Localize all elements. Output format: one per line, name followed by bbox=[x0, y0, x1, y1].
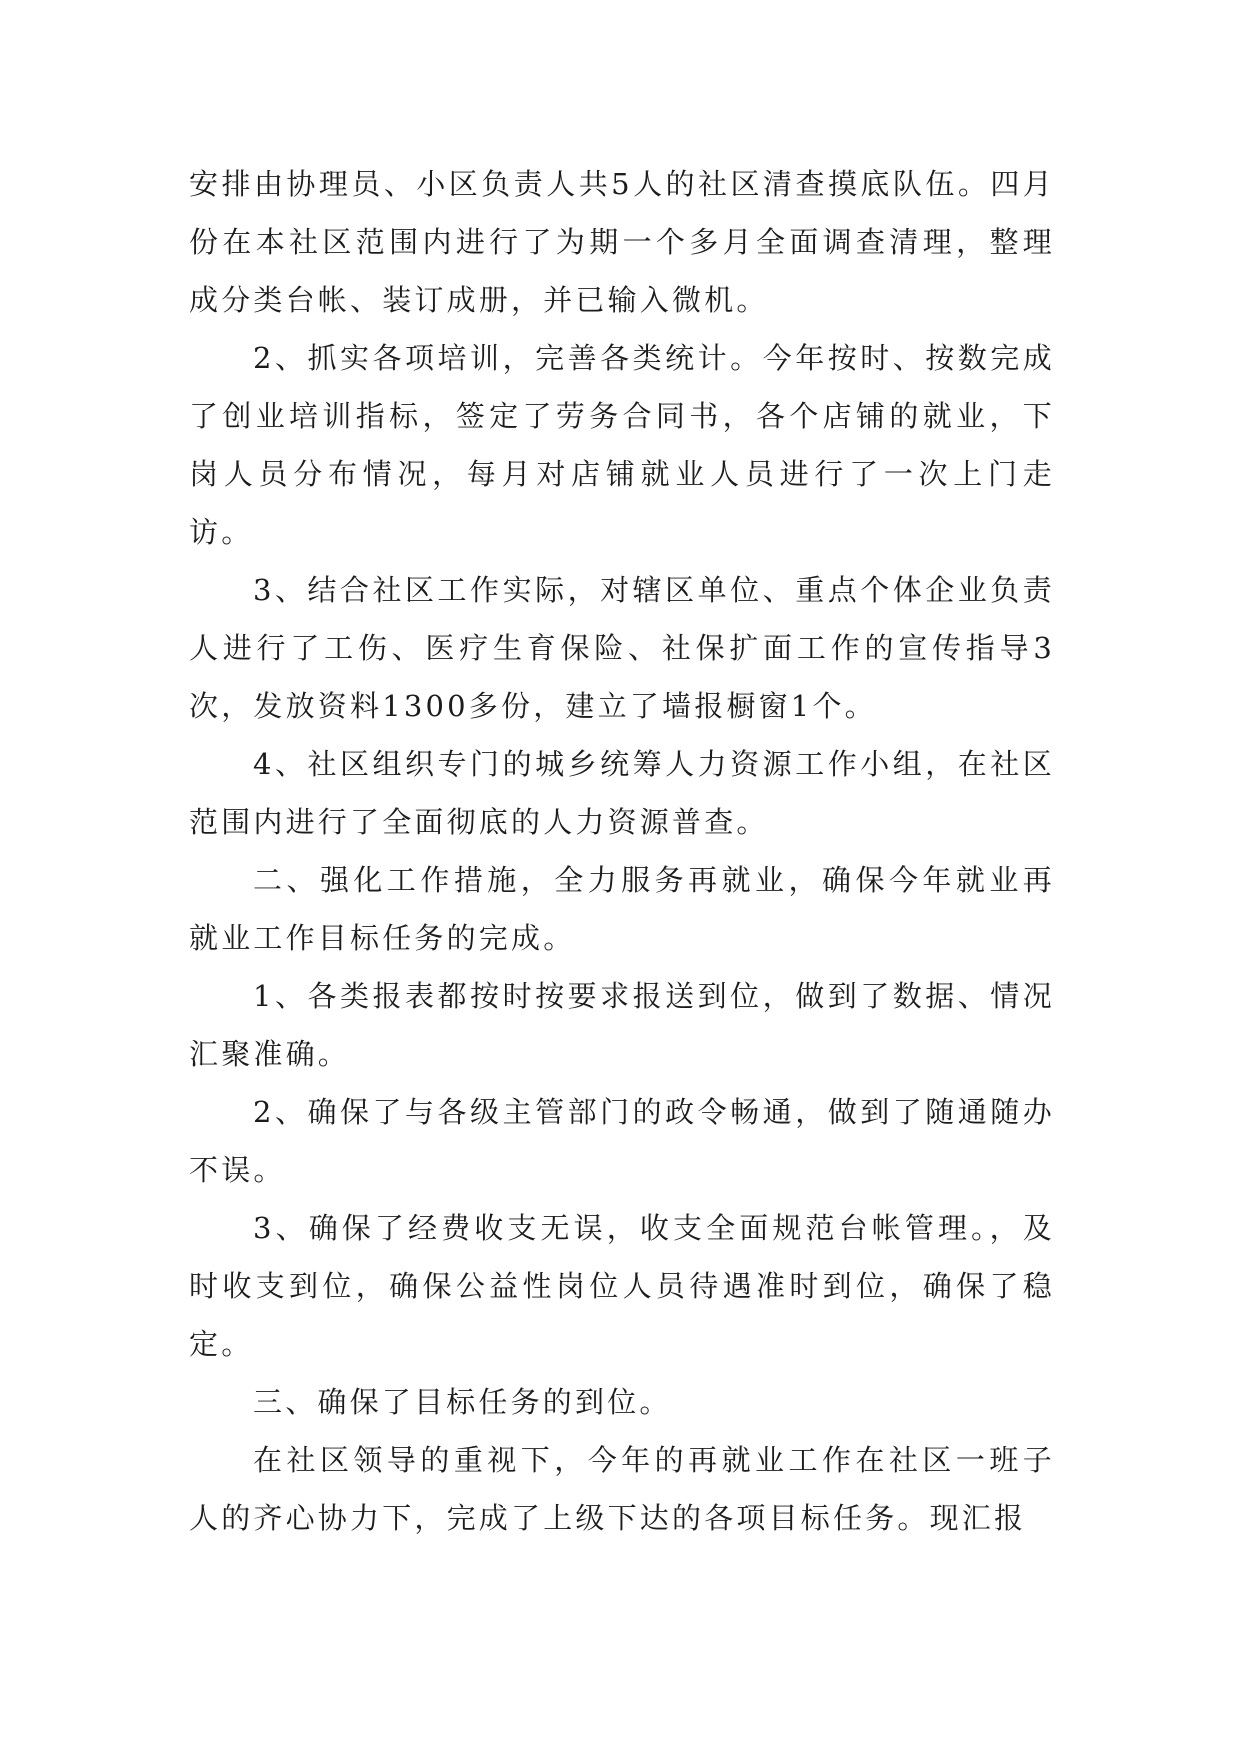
paragraph-2: 2、抓实各项培训，完善各类统计。今年按时、按数完成了创业培训指标，签定了劳务合同书，各个店铺的就业，下岗人员分布情况，每月对店铺就业人员进行了一次上门走访。 bbox=[189, 341, 1055, 549]
paragraph-1: 安排由协理员、小区负责人共5人的社区清查摸底队伍。四月份在本社区范围内进行了为期一个多月全面调查清理，整理成分类台帐、装订成册，并已输入微机。 bbox=[189, 167, 1055, 317]
paragraph-7: 2、确保了与各级主管部门的政令畅通，做到了随通随办不误。 bbox=[189, 1095, 1055, 1187]
section-heading-3: 三、确保了目标任务的到位。 bbox=[253, 1385, 672, 1419]
paragraph-3: 3、结合社区工作实际，对辖区单位、重点个体企业负责人进行了工伤、医疗生育保险、社保扩面工作的宣传指导3次，发放资料1300多份，建立了墙报橱窗1个。 bbox=[189, 573, 1055, 723]
paragraph-6: 1、各类报表都按时按要求报送到位，做到了数据、情况汇聚准确。 bbox=[189, 979, 1055, 1071]
section-heading-2: 二、强化工作措施，全力服务再就业，确保今年就业再就业工作目标任务的完成。 bbox=[189, 863, 1055, 955]
paragraph-8: 3、确保了经费收支无误，收支全面规范台帐管理。，及时收支到位，确保公益性岗位人员待遇准时到位，确保了稳定。 bbox=[189, 1211, 1055, 1361]
paragraph-4: 4、社区组织专门的城乡统筹人力资源工作小组，在社区范围内进行了全面彻底的人力资源普查。 bbox=[189, 747, 1055, 839]
document-body bbox=[189, 155, 1055, 1547]
paragraph-10: 在社区领导的重视下，今年的再就业工作在社区一班子人的齐心协力下，完成了上级下达的各项目标任务。现汇报 bbox=[189, 1443, 1055, 1535]
